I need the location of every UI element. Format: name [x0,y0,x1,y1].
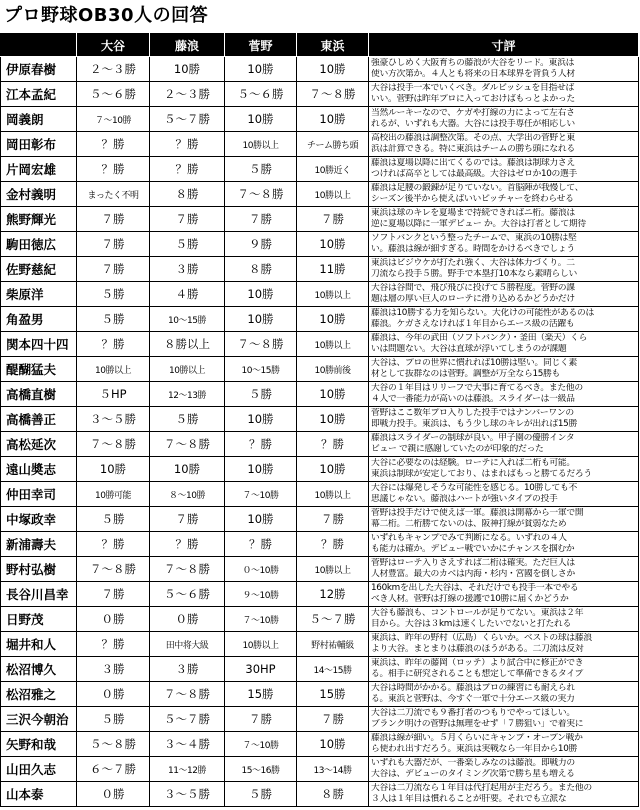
prediction-fujinami: 11～12勝 [150,757,225,782]
comment-line: 藤浪は足腰の鍛錬が足りていない。首脳陣が我慢して、 [371,183,584,193]
respondent-name: 山本泰 [1,782,77,807]
table-row [1,632,639,657]
prediction-otani: ７～８勝 [77,557,150,582]
comment-cell [369,307,639,332]
comment-cell [369,657,639,682]
table-row [1,682,639,707]
prediction-otani: ５HP [77,382,150,407]
comment-cell [369,532,639,557]
prediction-otani: 10勝 [77,457,150,482]
prediction-sugano: ５～６勝 [225,82,297,107]
table-row [1,732,639,757]
comment-line: シーズン後半から使えばいいピッチャーを終わらせる [371,194,574,204]
table-row [1,707,639,732]
comment-line: 使い方次第か。４人とも将来の日本球界を背負う人材 [371,69,575,79]
prediction-sugano: 10勝 [225,282,297,307]
prediction-higashihama: 10勝 [297,232,369,257]
prediction-higashihama: 野村祐輔級 [297,632,369,657]
comment-cell [369,132,639,157]
prediction-higashihama: ？勝 [297,532,369,557]
respondent-name: 三沢今朝治 [1,707,77,732]
prediction-sugano: 30HP [225,657,297,682]
prediction-fujinami: ３勝 [150,657,225,682]
comment-line: 目から。大谷は３kmは速くしたいでないと打たれる [371,619,571,629]
table-row [1,582,639,607]
prediction-higashihama: チーム勝ち頭 [297,132,369,157]
prediction-sugano: 10勝 [225,57,297,82]
respondent-name: 高橋直樹 [1,382,77,407]
table-row [1,557,639,582]
comment-cell [369,582,639,607]
prediction-higashihama: ７勝 [297,507,369,532]
respondent-name: 遠山奬志 [1,457,77,482]
prediction-sugano: ０～10勝 [225,557,297,582]
comment-line: 刀流なら投手５勝。野手で本塁打10本なら素晴らしい [371,269,578,279]
prediction-otani: ０勝 [77,682,150,707]
comment-cell [369,557,639,582]
table-row [1,282,639,307]
table-row [1,157,639,182]
table-row [1,382,639,407]
comment-line: 東浜は、昨年の藤岡（ロッテ）より試合中に修正ができ [371,658,584,668]
comment-line: 大谷は投手一本でいくべき。ダルビッシュを目指せば [371,83,575,93]
prediction-fujinami: 10勝 [150,57,225,82]
respondent-name: 堀井和人 [1,632,77,657]
prediction-fujinami: ？勝 [150,132,225,157]
header-comment: 寸評 [369,34,639,57]
prediction-otani: 10勝以上 [77,357,150,382]
comment-line: 藤浪は10勝する力を知らない。大化けの可能性があるのは [371,308,595,318]
table-row [1,507,639,532]
comment-line: 大谷は、デビューのタイミング次第で勝ち星も増える [371,769,575,779]
comment-line: 藤浪は、今年の武田（ソフトバンク）・釜田（楽天）くら [371,333,588,343]
comment-line: ビュー で親に感謝していたのが印象的だった [371,444,544,454]
prediction-sugano: ７～10勝 [225,482,297,507]
prediction-sugano: 10勝 [225,407,297,432]
table-row [1,607,639,632]
comment-line: べき人材。菅野は打線の援護で10勝に届くかどうか [371,594,569,604]
prediction-fujinami: ２～３勝 [150,82,225,107]
prediction-otani: ？勝 [77,532,150,557]
prediction-sugano: 10勝 [225,107,297,132]
prediction-otani: ５勝 [77,282,150,307]
prediction-otani: ６～７勝 [77,757,150,782]
prediction-sugano: ９～10勝 [225,582,297,607]
prediction-sugano: 15勝 [225,682,297,707]
comment-cell [369,707,639,732]
prediction-higashihama: 10勝以上 [297,482,369,507]
prediction-higashihama: 10勝 [297,457,369,482]
table-row [1,432,639,457]
table-header-row [1,34,639,57]
prediction-otani: ？勝 [77,632,150,657]
prediction-higashihama: 10勝前後 [297,357,369,382]
prediction-higashihama: 10勝 [297,732,369,757]
prediction-fujinami: 田中将大級 [150,632,225,657]
comment-line: 大谷は二刀流でも９番打者のつもりでやってほしい。 [371,708,575,718]
prediction-otani: ５～６勝 [77,82,150,107]
comment-line: 160kmを出した大谷は、それだけでも投手一本でやる [371,583,579,593]
prediction-fujinami: ３～４勝 [150,732,225,757]
prediction-fujinami: 10～15勝 [150,307,225,332]
respondent-name: 江本孟紀 [1,82,77,107]
prediction-otani: ７勝 [77,582,150,607]
table-row [1,757,639,782]
prediction-higashihama: 10勝以上 [297,182,369,207]
prediction-higashihama: 10勝 [297,407,369,432]
respondent-name: 山田久志 [1,757,77,782]
prediction-otani: ３勝 [77,657,150,682]
comment-line: 菅野は投手だけで使えば一軍。藤浪は開幕から一軍で開 [371,508,584,518]
comment-cell [369,282,639,307]
comment-line: 大谷は時間がかかる。藤浪はプロの練習にも耐えられ [371,683,575,693]
header-otani: 大谷 [77,34,150,57]
prediction-fujinami: 12～13勝 [150,382,225,407]
comment-cell [369,357,639,382]
prediction-sugano: 10～15勝 [225,357,297,382]
prediction-sugano: 10勝 [225,457,297,482]
table-row [1,182,639,207]
prediction-higashihama: 10勝以上 [297,557,369,582]
prediction-sugano: ５勝 [225,782,297,807]
comment-line: 高校出の藤浪は調整次第。その点、大学出の菅野と東 [371,133,575,143]
comment-line: 大谷には爆発しそうな可能性を感じる。10勝しても不 [371,483,578,493]
prediction-fujinami: ８～10勝 [150,482,225,507]
prediction-higashihama: 10勝 [297,107,369,132]
respondent-name: 仲田幸司 [1,482,77,507]
prediction-fujinami: ５～７勝 [150,107,225,132]
prediction-higashihama: ８勝 [297,782,369,807]
prediction-otani: ７勝 [77,207,150,232]
prediction-sugano: ７勝 [225,707,297,732]
prediction-sugano: 10勝 [225,507,297,532]
prediction-otani: まったく不明 [77,182,150,207]
respondent-name: 熊野輝光 [1,207,77,232]
prediction-fujinami: ４勝 [150,282,225,307]
comment-line: より大谷。まとまりは藤浪のほうがある。二刀流は反対 [371,644,584,654]
comment-line: 大谷も藤浪も、コントロールが足りてない。東浜は２年 [371,608,584,618]
comment-line: る。相手に研究されることも想定して準備できるタイプ [371,669,583,679]
prediction-otani: ３～５勝 [77,407,150,432]
respondent-name: 関本四十四 [1,332,77,357]
header-name [1,34,77,57]
table-row [1,782,639,807]
prediction-fujinami: ７～８勝 [150,682,225,707]
prediction-otani: ５勝 [77,307,150,332]
respondent-name: 松沼博久 [1,657,77,682]
prediction-fujinami: ３勝 [150,257,225,282]
comment-cell [369,507,639,532]
prediction-fujinami: ？勝 [150,532,225,557]
respondent-name: 片岡宏雄 [1,157,77,182]
comment-cell [369,407,639,432]
table-row [1,107,639,132]
comment-line: 藤浪は夏場以降に出てくるのでは。藤浪は制球力さえ [371,158,575,168]
comment-line: 東浜は球のキレを夏場まで持続できればニ桁。藤浪は [371,208,575,218]
comment-cell [369,732,639,757]
header-sugano: 菅野 [225,34,297,57]
comment-cell [369,682,639,707]
comment-cell [369,157,639,182]
table-row [1,332,639,357]
comment-line: 当然ルーキーなので、ケガや打線の力によって左右さ [371,108,575,118]
prediction-sugano: ？勝 [225,532,297,557]
table-row [1,57,639,82]
prediction-higashihama: 10勝以上 [297,282,369,307]
comment-line: いい。菅野は昨年プロに入っておけばもっとよかった [371,94,575,104]
table-row [1,407,639,432]
comment-line: ブランク明けの菅野は無理をせず「７勝狙い」で着実に [371,719,584,729]
prediction-sugano: ５勝 [225,157,297,182]
prediction-sugano: ７勝 [225,207,297,232]
comment-line: 藤浪は線が細い。５月くらいにキャンプ・オープン戦か [371,733,583,743]
comment-line: 人材豊富。最大のカベは内海・杉内・宮國を倒しさか [371,569,575,579]
prediction-fujinami: ０勝 [150,607,225,632]
comment-cell [369,782,639,807]
prediction-sugano: ７～８勝 [225,332,297,357]
comment-line: ４人で一番能力が高いのは藤浪。スライダーは一級品 [371,394,575,404]
comment-cell [369,232,639,257]
prediction-sugano: 10勝以上 [225,132,297,157]
prediction-higashihama: ７勝 [297,207,369,232]
respondent-name: 駒田徳広 [1,232,77,257]
prediction-fujinami: 10勝 [150,457,225,482]
table-row [1,482,639,507]
comment-cell [369,457,639,482]
respondent-name: 岡義朗 [1,107,77,132]
table-row [1,657,639,682]
comment-line: 東浜は、昨年の野村（広島）くらいか。ベストの球は藤浪 [371,633,592,643]
prediction-higashihama: 10勝以上 [297,332,369,357]
prediction-sugano: 10勝 [225,307,297,332]
comment-line: ら使われ出すだろう。東浜は実戦なら一年目から10勝 [371,744,578,754]
comment-line: いは問題ない。大谷は直球が浮いてしまうのが課題 [371,344,567,354]
respondent-name: 金村義明 [1,182,77,207]
prediction-otani: ０勝 [77,607,150,632]
comment-line: 菅野はここ数年プロ入りした投手ではナンバーワンの [371,408,574,418]
respondent-name: 矢野和哉 [1,732,77,757]
comment-cell [369,82,639,107]
prediction-sugano: ５勝 [225,382,297,407]
header-higashihama: 東浜 [297,34,369,57]
prediction-fujinami: ８勝以上 [150,332,225,357]
prediction-fujinami: ７～８勝 [150,432,225,457]
prediction-otani: 10勝可能 [77,482,150,507]
prediction-fujinami: ８勝 [150,182,225,207]
comment-line: 逆に夏場以降に一軍デビュー か。大谷は打者として期待 [371,219,586,229]
comment-cell [369,382,639,407]
respondent-name: 角盈男 [1,307,77,332]
table-row [1,307,639,332]
header-fujinami: 藤浪 [150,34,225,57]
comment-cell [369,632,639,657]
respondent-name: 高橋善正 [1,407,77,432]
prediction-higashihama: 10勝 [297,382,369,407]
prediction-fujinami: ５～７勝 [150,707,225,732]
prediction-otani: ７勝 [77,232,150,257]
comment-line: る。東浜と菅野は、今すぐ一軍で十分エース級の実力 [371,694,575,704]
prediction-higashihama: ７勝 [297,707,369,732]
comment-cell [369,757,639,782]
prediction-sugano: ７～８勝 [225,182,297,207]
prediction-higashihama: 10勝 [297,307,369,332]
comment-cell [369,182,639,207]
prediction-fujinami: ７～８勝 [150,557,225,582]
prediction-fujinami: ５～６勝 [150,582,225,607]
comment-cell [369,332,639,357]
comment-line: 菅野はローテ入りさえすれば二桁は確実。ただ巨人は [371,558,575,568]
respondent-name: 長谷川昌幸 [1,582,77,607]
comment-line: いずれも大器だが、一番楽しみなのは藤浪。即戦力の [371,758,575,768]
prediction-fujinami: ？勝 [150,157,225,182]
comment-line: ソフトバンクという整ったチームで、東浜の10勝は堅 [371,233,577,243]
prediction-fujinami: ３～５勝 [150,782,225,807]
prediction-sugano: ９勝 [225,232,297,257]
table-row [1,82,639,107]
prediction-otani: ５勝 [77,507,150,532]
table-row [1,457,639,482]
prediction-otani: ５勝 [77,707,150,732]
comment-cell [369,257,639,282]
prediction-higashihama: 10勝 [297,57,369,82]
respondent-name: 中塚政幸 [1,507,77,532]
prediction-sugano: ７～10勝 [225,732,297,757]
comment-line: 藤浪はスライダーの制球が良い。甲子園の優勝インタ [371,433,575,443]
prediction-otani: ？勝 [77,132,150,157]
comment-line: つければ高卒としては最高級。大谷はゼロか10の選手 [371,169,578,179]
respondent-name: 新浦壽夫 [1,532,77,557]
comment-line: 即戦力投手。東浜は、もう少し球のキレが出れば15勝 [371,419,577,429]
prediction-sugano: 15～16勝 [225,757,297,782]
prediction-otani: ２～３勝 [77,57,150,82]
comment-cell [369,607,639,632]
comment-line: 大谷は、プロの世界に慣れれば10勝は堅い。同じく素 [371,358,578,368]
comment-line: 大谷に必要なのは経験。ローテに入れば二桁も可能。 [371,458,575,468]
prediction-otani: ７～８勝 [77,432,150,457]
prediction-sugano: ８勝 [225,257,297,282]
prediction-higashihama: 10勝近く [297,157,369,182]
table-row [1,132,639,157]
prediction-higashihama: 15勝 [297,682,369,707]
respondent-name: 佐野慈紀 [1,257,77,282]
prediction-otani: ０勝 [77,782,150,807]
respondent-name: 日野茂 [1,607,77,632]
comment-cell [369,207,639,232]
prediction-otani: ５～８勝 [77,732,150,757]
prediction-higashihama: ５～７勝 [297,607,369,632]
comment-line: ３人は１年目は慣れることが肝要。それでも立派な [371,794,567,804]
comment-line: 材として抜群なのは菅野。調整が万全なら15勝も [371,369,561,379]
comment-line: 強豪ひしめく大阪育ちの藤浪が大谷をリード。東浜は [371,58,575,68]
prediction-higashihama: 14～15勝 [297,657,369,682]
comment-line: 大谷は谷間で、飛び飛びに投げて５勝程度。菅野の課 [371,283,575,293]
comment-cell [369,57,639,82]
comment-line: 思議じゃない。藤浪はハートが強いタイプの投手 [371,494,558,504]
respondent-name: 伊原春樹 [1,57,77,82]
respondent-name: 高松延次 [1,432,77,457]
prediction-fujinami: ５勝 [150,232,225,257]
comment-line: 浜は計算できる。特に東浜はチームの勝ち頭になれる [371,144,575,154]
table-row [1,232,639,257]
prediction-higashihama: 13～14勝 [297,757,369,782]
respondent-name: 野村弘樹 [1,557,77,582]
prediction-otani: ７～10勝 [77,107,150,132]
comment-line: い。藤浪は線が細すぎる。時間をかけるべきでしょう [371,244,575,254]
prediction-fujinami: ５勝 [150,407,225,432]
survey-table [0,33,639,807]
comment-line: も能力は確か。デビュー戦でいかにチャンスを掴むか [371,544,575,554]
comment-line: 大谷は二刀流なら１年目は代打起用が主だろう。また他の [371,783,592,793]
table-row [1,532,639,557]
prediction-higashihama: 12勝 [297,582,369,607]
prediction-otani: ？勝 [77,332,150,357]
prediction-otani: ７勝 [77,257,150,282]
prediction-fujinami: ７勝 [150,207,225,232]
table-row [1,207,639,232]
respondent-name: 柴原洋 [1,282,77,307]
prediction-sugano: 10勝以上 [225,632,297,657]
prediction-higashihama: ７～８勝 [297,82,369,107]
respondent-name: 岡田彰布 [1,132,77,157]
prediction-higashihama: 11勝 [297,257,369,282]
comment-line: 大谷の１年目はリリーフで大事に育てるべき。また他の [371,383,583,393]
comment-line: 東浜は制球が安定しており、はまればもっと勝てるだろう [371,469,592,479]
comment-line: 藤浪。ケガさえなければ１年目からエース級の活躍も [371,319,575,329]
prediction-sugano: ？勝 [225,432,297,457]
comment-line: 東浜はビジウケが打たれ強く、大谷は体力づくり。二 [371,258,575,268]
prediction-fujinami: ７勝 [150,507,225,532]
prediction-higashihama: ？勝 [297,432,369,457]
prediction-sugano: ７～10勝 [225,607,297,632]
comment-line: いずれもキャンプでみて判断になる。いずれの４人 [371,533,567,543]
prediction-fujinami: 10勝以上 [150,357,225,382]
table-row [1,357,639,382]
comment-cell [369,432,639,457]
table-row [1,257,639,282]
prediction-otani: ？勝 [77,157,150,182]
comment-cell [369,482,639,507]
respondent-name: 松沼雅之 [1,682,77,707]
comment-cell [369,107,639,132]
comment-line: れるが、いずれも大器。大谷には投手専任が相応しい [371,119,575,129]
comment-line: 題は層の厚い巨人のローテに滑り込めるかどうかだけ [371,294,575,304]
comment-line: 幕二桁。二桁勝てないのは、阪神打線が貧弱なため [371,519,567,529]
page-title: プロ野球OB30人の回答 [4,5,209,26]
respondent-name: 醍醐猛夫 [1,357,77,382]
